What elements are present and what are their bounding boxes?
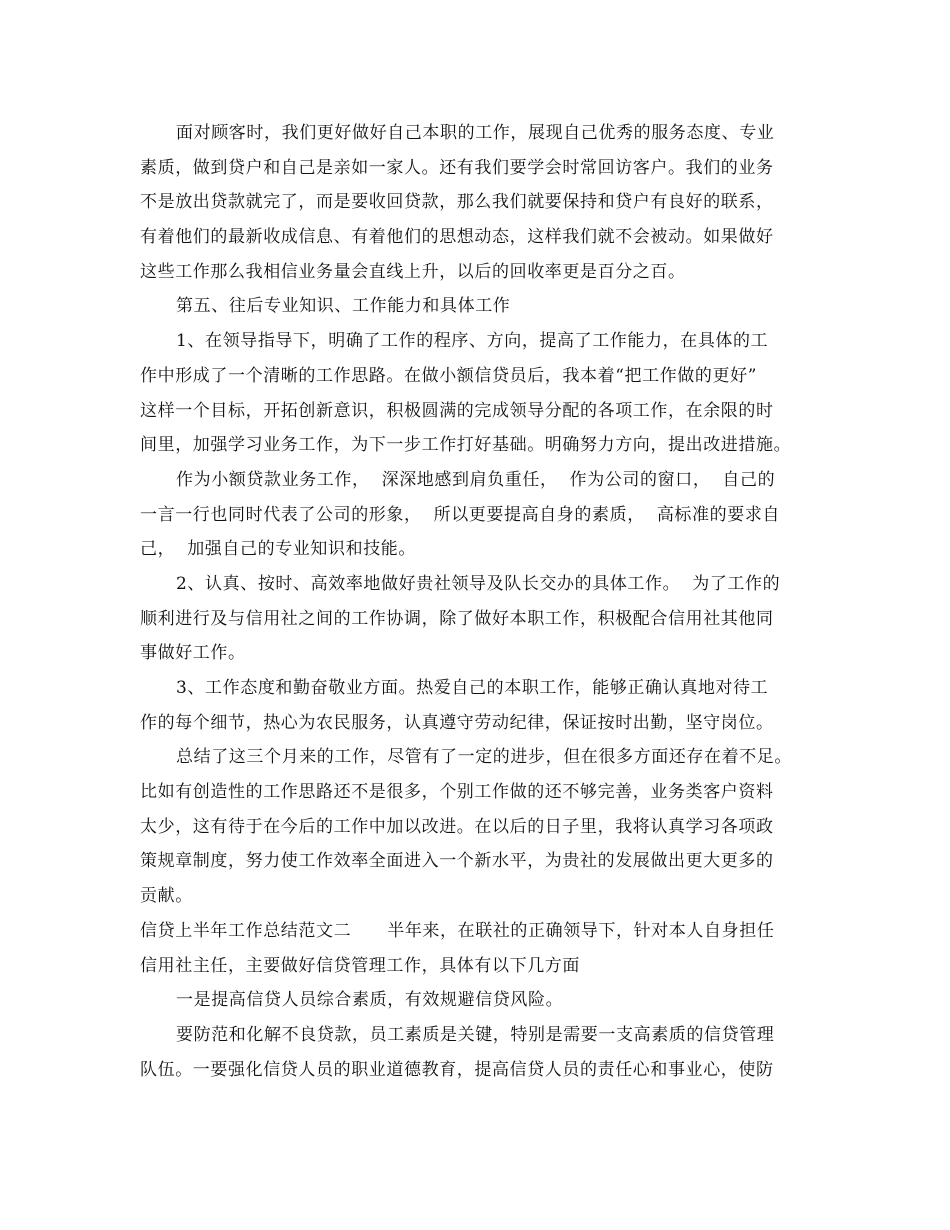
text-line: 信用社主任，主要做好信贷管理工作，具体有以下几方面: [140, 955, 580, 976]
text-line: 第五、往后专业知识、工作能力和具体工作: [176, 296, 511, 317]
text-line: 3、工作态度和勤奋敬业方面。热爱自己的本职工作，能够正确认真地对待工: [176, 678, 769, 698]
text-line: 这样一个目标，开拓创新意识，积极圆满的完成领导分配的各项工作，在余限的时: [140, 400, 774, 421]
text-line: 总结了这三个月来的工作，尽管有了一定的进步，但在很多方面还存在着不足。: [176, 747, 792, 768]
text-line: 1、在领导指导下，明确了工作的程序、方向，提高了工作能力，在具体的工: [176, 331, 769, 352]
text-line: 贡献。: [140, 886, 193, 907]
text-line: 队伍。一要强化信贷人员的职业道德教育，提高信贷人员的责任心和事业心，使防: [140, 1059, 774, 1080]
document-body: [140, 116, 820, 1087]
text-line: 2、认真、按时、高效率地做好贵社领导及队长交办的具体工作。 为了工作的: [176, 573, 781, 594]
text-line: 作为小额贷款业务工作， 深深地感到肩负重任， 作为公司的窗口， 自己的: [176, 469, 776, 490]
text-line: 要防范和化解不良贷款，员工素质是关键，特别是需要一支高素质的信贷管理: [176, 1024, 775, 1045]
text-line: 一是提高信贷人员综合素质，有效规避信贷风险。: [176, 990, 564, 1011]
text-line: 比如有创造性的工作思路还不是很多，个别工作做的还不够完善，业务类客户资料: [140, 782, 774, 803]
text-line: 间里，加强学习业务工作，为下一步工作打好基础。明确努力方向，提出改进措施。: [140, 435, 792, 456]
text-line: 不是放出贷款就完了，而是要收回贷款，那么我们就要保持和贷户有良好的联系，: [140, 192, 774, 213]
text-line: 这些工作那么我相信业务量会直线上升，以后的回收率更是百分之百。: [140, 261, 686, 282]
text-line: 作中形成了一个清晰的工作思路。在做小额信贷员后，我本着“把工作做的更好”: [140, 365, 757, 386]
text-line: 顺利进行及与信用社之间的工作协调，除了做好本职工作，积极配合信用社其他同: [140, 608, 774, 629]
text-line: 策规章制度，努力使工作效率全面进入一个新水平，为贵社的发展做出更大更多的: [140, 851, 774, 872]
text-line: 一言一行也同时代表了公司的形象， 所以更要提高自身的素质， 高标准的要求自: [140, 504, 781, 525]
text-line: 作的每个细节，热心为农民服务，认真遵守劳动纪律，保证按时出勤，坚守岗位。: [140, 712, 774, 733]
text-line: 己， 加强自己的专业知识和技能。: [140, 539, 417, 560]
text-line: 信贷上半年工作总结范文二 半年来，在联社的正确领导下，针对本人自身担任: [140, 920, 775, 941]
text-line: 事做好工作。: [140, 643, 246, 664]
text-line: 太少，这有待于在今后的工作中加以改进。在以后的日子里，我将认真学习各项政: [140, 816, 774, 837]
text-line: 有着他们的最新收成信息、有着他们的思想动态，这样我们就不会被动。如果做好: [140, 227, 774, 248]
text-line: 面对顾客时，我们更好做好自己本职的工作，展现自己优秀的服务态度、专业: [176, 123, 775, 143]
text-line: 素质，做到贷户和自己是亲如一家人。还有我们要学会时常回访客户。我们的业务: [140, 157, 774, 178]
